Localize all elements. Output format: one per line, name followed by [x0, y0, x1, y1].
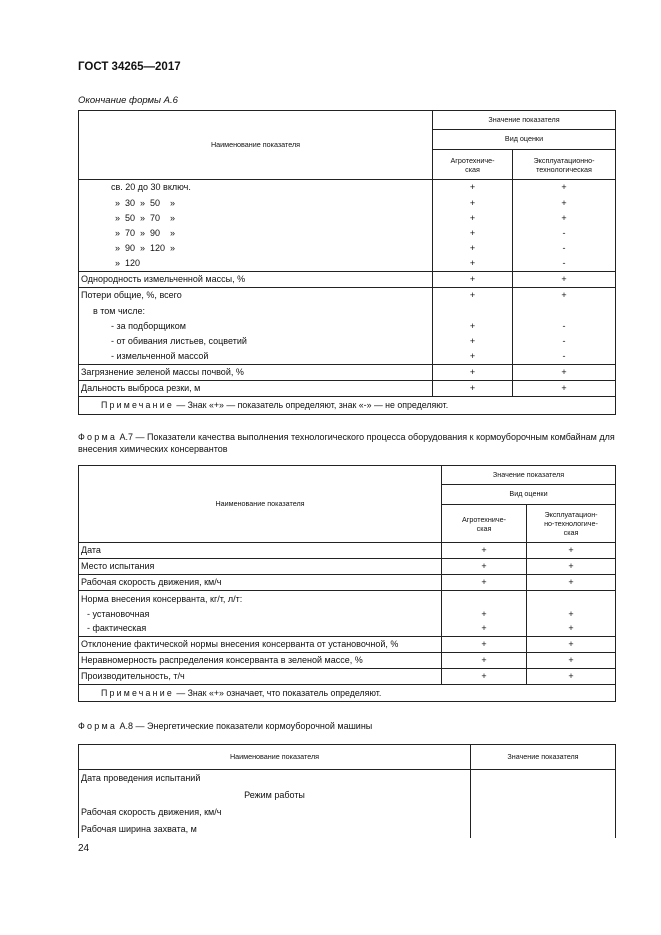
table-row: » 90 » 120 » + -	[79, 241, 616, 256]
header-name: Наименование показателя	[79, 745, 471, 770]
form-a8-title: Форма А.8 — Энергетические показатели кормоуборочной машины	[78, 721, 373, 731]
header-kind: Вид оценки	[442, 485, 616, 505]
table-row: Дата + +	[79, 543, 616, 559]
page-number: 24	[78, 843, 90, 854]
table-row: » 70 » 90 » + -	[79, 226, 616, 241]
form-a6-table	[78, 110, 616, 415]
table-row: Дальность выброса резки, м + +	[79, 381, 616, 397]
header-agro: Агротехниче- ская	[442, 505, 527, 543]
table-row: Загрязнение зеленой массы почвой, % + +	[79, 365, 616, 381]
table-row: Отклонение фактической нормы внесения консерванта от установочной, % + +	[79, 637, 616, 653]
table-row: » 120 + -	[79, 256, 616, 272]
table-row: Неравномерность распределения консерванта в зеленой массе, % + +	[79, 653, 616, 669]
table-row: - установочная + +	[79, 608, 616, 622]
table-row: Потери общие, %, всего + +	[79, 288, 616, 304]
header-value: Значение показателя	[442, 466, 616, 485]
header-expl: Эксплуатацион- но-технологиче- ская	[527, 505, 616, 543]
standard-number: ГОСТ 34265—2017	[78, 61, 181, 73]
table-row: - за подборщиком + -	[79, 319, 616, 334]
table-note: Примечание — Знак «+» означает, что показатель определяют.	[79, 685, 616, 702]
table-row: - фактическая + +	[79, 622, 616, 637]
form-a7-title: Форма А.7 — Показатели качества выполнения технологического процесса оборудования к кормоуборочным комбайнам для внесения химических консервантов	[78, 432, 615, 454]
table-row: Место испытания + +	[79, 559, 616, 575]
table-row: Однородность измельченной массы, % + +	[79, 272, 616, 288]
table-note: Примечание — Знак «+» — показатель определяют, знак «-» — не определяют.	[79, 397, 616, 415]
table-row: Норма внесения консерванта, кг/т, л/т:	[79, 591, 616, 608]
table-row: - от обивания листьев, соцветий + -	[79, 334, 616, 349]
table-row: Рабочая скорость движения, км/ч	[79, 804, 616, 821]
table-row: в том числе:	[79, 304, 616, 319]
header-kind: Вид оценки	[433, 130, 616, 150]
table-row: » 50 » 70 » + +	[79, 211, 616, 226]
table-row: Рабочая ширина захвата, м	[79, 821, 616, 838]
table-row: Режим работы	[79, 787, 616, 804]
header-name: Наименование показателя	[79, 111, 433, 180]
header-name: Наименование показателя	[79, 466, 442, 543]
form-a8-table	[78, 744, 616, 838]
header-agro: Агротехниче- ская	[433, 150, 513, 180]
table-caption: Окончание формы А.6	[78, 95, 178, 106]
table-row: св. 20 до 30 включ. + +	[79, 180, 616, 196]
header-value: Значение показателя	[433, 111, 616, 130]
table-row: - измельченной массой + -	[79, 349, 616, 365]
table-row: Рабочая скорость движения, км/ч + +	[79, 575, 616, 591]
header-expl: Эксплуатационно- технологическая	[513, 150, 616, 180]
header-value: Значение показателя	[471, 745, 616, 770]
table-row: Производительность, т/ч + +	[79, 669, 616, 685]
form-a7-table	[78, 465, 616, 702]
table-row: Дата проведения испытаний	[79, 770, 616, 787]
table-row: » 30 » 50 » + +	[79, 196, 616, 211]
